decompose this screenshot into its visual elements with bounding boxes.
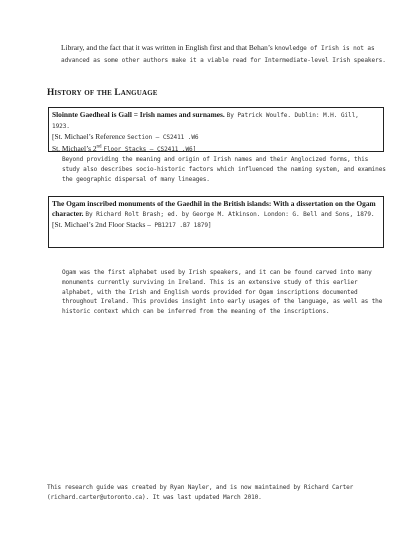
- intro-paragraph: [61, 43, 391, 66]
- section-heading: History of the Language: [47, 88, 158, 98]
- entry-description: Ogam was the first alphabet used by Irish speakers, and it can be found carved into many monuments currently surviving in Ireland. This is an extensive study of this earlier alphabet, with the Irish and English words provided for Ogam inscriptions documented throughout Ireland. This provides insight into early usages of the language, as well as the historic context which can be inferred from the meaning of the inscriptions.: [62, 269, 383, 316]
- entry-citation: By Richard Rolt Brash; ed. by George M. Atkinson. London: G. Bell and Sons, 1879.: [85, 211, 375, 219]
- entry-location-detail: Section – CS2411 .W6: [127, 134, 199, 142]
- footer-note: This research guide was created by Ryan Nayler, and is now maintained by Richard Carter (richard.carter@utoronto.ca). It was last updated March 2010.: [47, 484, 354, 502]
- entry-title: Sloinnte Gaedheal is Gall = Irish names and surnames.: [52, 110, 225, 119]
- entry-description: Beyond providing the meaning and origin of Irish names and their Anglocized forms, this study also describes socio-historic factors which influenced the naming system, and examines the geographic dispersal of many lineages.: [62, 156, 386, 183]
- entry-location-label: St. Michael’s 2: [52, 143, 97, 153]
- bibliography-entry: [48, 196, 384, 248]
- entry-location-detail: – PB1217 .B7 1879]: [147, 222, 212, 230]
- bibliography-entry: [48, 107, 384, 152]
- entry-location-detail: Floor Stacks – CS2411 .W6]: [103, 145, 197, 153]
- intro-mono-text: knowledge of Irish is not as advanced as some other authors make it a viable read for Intermediate-level Irish speakers.: [61, 45, 386, 64]
- entry-citation: By Patrick Woulfe. Dublin: M.H. Gill, 1923.: [52, 112, 359, 131]
- intro-serif-text: Library, and the fact that it was written in English first and that Behan’s: [61, 43, 273, 52]
- entry-title: The Ogam inscribed monuments of the Gaedhil in the British islands: With a dissertation on the Ogam character.: [52, 199, 376, 219]
- entry-location-sup: nd: [96, 144, 102, 150]
- entry-location-label: [St. Michael’s 2nd Floor Stacks: [52, 220, 146, 230]
- entry-location-label: [St. Michael’s Reference: [52, 132, 126, 142]
